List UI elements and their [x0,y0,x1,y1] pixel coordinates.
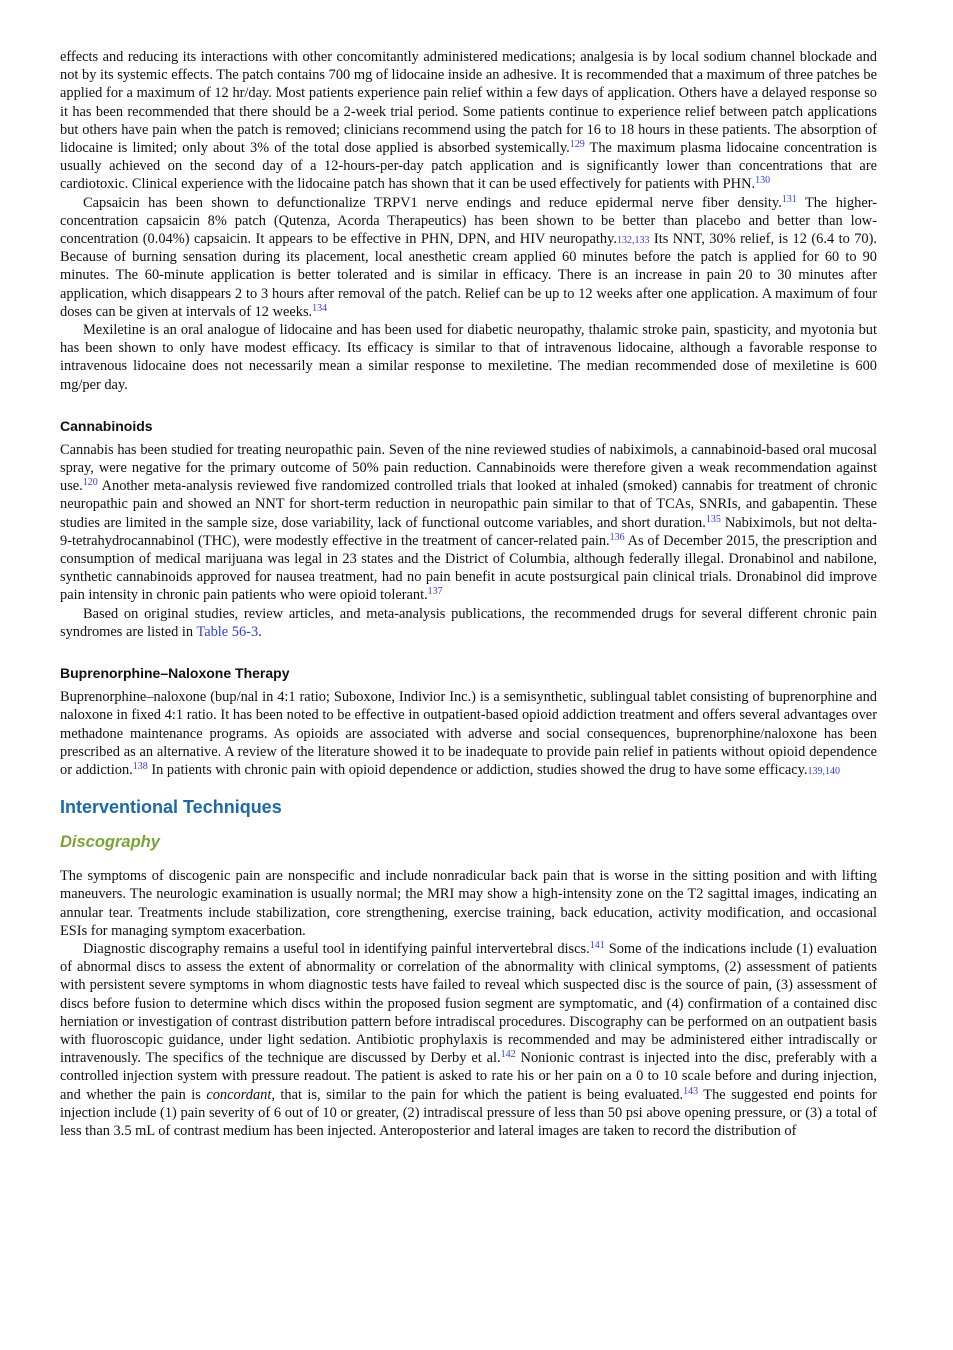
body-text: Capsaicin has been shown to defunctionalize TRPV1 nerve endings and reduce epidermal nerve fiber density. [83,194,782,211]
body-text: Another meta-analysis reviewed five randomized controlled trials that looked at inhaled (smoked) cannabis for treatment of chronic neuropathic pain and showed an NNT for short-term reduction in neuropathic pain similar to that of TCAs, SNRIs, and gabapentin. These studies are limited in the sample size, dose variability, lack of functional outcome variables, and short duration. [60,478,877,531]
body-text: Its NNT, 30% relief, is 12 (6.4 to 70). Because of burning sensation during its placement, local anesthetic cream applied 60 minutes before the patch is applied for 60 to 90 minutes. The 60-minute application is better tolerated and is similar in efficacy. There is an increase in pain 20 to 30 minutes after application, which disappears 2 to 3 hours after removal of the patch. Relief can be up to 12 weeks after one application. A maximum of four doses can be given at intervals of 12 weeks. [60,231,877,320]
body-text: Some of the indications include (1) evaluation of abnormal discs to assess the extent of abnormality or correlation of the abnormality with clinical symptoms, (2) assessment of patients with persistent severe symptoms in whom diagnostic tests have failed to reveal which suspected disc is the source of pain, (3) assessment of discs before fusion to determine which discs within the proposed fusion segment are symptomatic, and (4) confirmation of a contained disc herniation or investigation of contrast distribution pattern before intradiscal procedures. Discography can be performed on an outpatient basis with fluoroscopic guidance, under light sedation. Antibiotic prophylaxis is recommended and may be administered either intradiscally or intravenously. The specifics of the technique are discussed by Derby et al. [60,940,877,1067]
citation-ref[interactable]: 132,133 [616,235,650,247]
table-reference-paragraph [60,605,877,641]
body-text: Buprenorphine–naloxone (bup/nal in 4:1 ratio; Suboxone, Indivior Inc.) is a semisynthetic, sublingual tablet consisting of buprenorphine and naloxone in fixed 4:1 ratio. It has been noted to be effective in outpatient-based opioid addiction treatment and offers several advantages over methadone maintenance programs. As opioids are associated with adverse and social consequences, buprenorphine/naloxone has been prescribed as an alternative. A review of the literature showed it to be inadequate to provide pain relief in patients without opioid dependence or addiction. [60,689,877,778]
body-text: Nonionic contrast is injected into the disc, preferably with a controlled injection system with pressure readout. The patient is asked to rate his or her pain on a 0 to 10 scale before and during injection, and whether the pain is [60,1050,877,1103]
citation-ref[interactable]: 131 [781,193,797,205]
body-text: Diagnostic discography remains a useful tool in identifying painful intervertebral discs. [83,940,590,957]
buprenorphine-paragraph [60,688,877,779]
capsaicin-paragraph [60,194,877,321]
body-text: The higher-concentration capsaicin 8% patch (Qutenza, Acorda Therapeutics) has been shown to be better than placebo and better than low-concentration (0.04%) capsaicin. It appears to be effective in PHN, DPN, and HIV neuropathy. [60,194,878,248]
body-text: The maximum plasma lidocaine concentration is usually achieved on the second day of a 12-hours-per-day patch application and is significantly lower than concentrations that are cardiotoxic. Clinical experience with the lidocaine patch has shown that it can be used effectively for patients with PHN. [60,140,877,193]
citation-ref[interactable]: 129 [569,139,585,151]
citation-ref[interactable]: 141 [589,939,605,951]
citation-ref[interactable]: 137 [427,586,443,598]
citation-ref[interactable]: 134 [312,302,328,314]
discography-heading: Discography [60,833,160,852]
citation-ref[interactable]: 142 [500,1049,516,1061]
body-text: Cannabis has been studied for treating neuropathic pain. Seven of the nine reviewed studies of nabiximols, a cannabinoid-based oral mucosal spray, were negative for the primary outcome of 50% pain reduction. Cannabinoids were therefore given a weak recommendation against use. [60,441,877,495]
table-link[interactable]: Table 56-3 [196,623,259,640]
discography-paragraph-2 [60,940,877,1140]
buprenorphine-heading: Buprenorphine–Naloxone Therapy [60,665,290,682]
citation-ref[interactable]: 135 [705,513,721,525]
cannabinoids-paragraph [60,441,877,605]
discography-paragraph-1: The symptoms of discogenic pain are nonspecific and include nonradicular back pain that is worse in the sitting position and with lifting maneuvers. The neurologic examination is usually normal; the MRI may show a high-intensity zone on the T2 sagittal images, indicating an annular tear. Treatments include stabilization, core strengthening, exercise training, back education, activity modification, and occasional ESIs for managing symptom exacerbation. [60,868,877,939]
body-text: As of December 2015, the prescription and consumption of medical marijuana was legal in 23 states and the District of Columbia, although federally illegal. Dronabinol and nabilone, synthetic cannabinoids approved for nausea treatment, had no pain benefit in acute postsurgical pain clinical trials. Dronabinol did improve pain intensity in chronic pain patients who were opioid tolerant. [60,532,877,604]
document-page [60,48,877,1140]
mexiletine-paragraph: Mexiletine is an oral analogue of lidocaine and has been used for diabetic neuropathy, thalamic stroke pain, spasticity, and myotonia but has been shown to only have modest efficacy. Its efficacy is similar to that of intravenous lidocaine, although a favorable response to intravenous lidocaine does not necessarily mean a similar response to mexiletine. The median recommended dose of mexiletine is 600 mg/per day. [60,322,877,393]
citation-ref[interactable]: 136 [609,531,625,543]
cannabinoids-heading: Cannabinoids [60,417,153,434]
body-text: effects and reducing its interactions with other concomitantly administered medications; analgesia is by local sodium channel blockade and not by its systemic effects. The patch contains 700 mg of lidocaine inside an adhesive. It is recommended that a maximum of three patches be applied for a maximum of 12 hr/day. Most patients experience pain relief within a few days of application. Others have a delayed response so it has been recommended that there should be a 2-week trial period. Some patients continue to experience relief between patch applications but others have pain when the patch is removed; clinicians recommend using the patch for 16 to 18 hours in these patients. The absorption of lidocaine is limited; only about 3% of the total dose applied is absorbed systemically. [60,49,877,157]
emphasis-text: concordant, [206,1086,275,1103]
body-text: Based on original studies, review articles, and meta-analysis publications, the recommended drugs for several different chronic pain syndromes are listed in [60,605,877,640]
body-text: that is, similar to the pain for which the patient is being evaluated. [274,1086,684,1103]
citation-ref[interactable]: 139,140 [807,765,841,777]
citation-ref[interactable]: 120 [82,477,98,489]
lidocaine-paragraph [60,48,877,194]
body-text: The suggested end points for injection include (1) pain severity of 6 out of 10 or greater, (2) intradiscal pressure of less than 50 psi above opening pressure, or (3) a total of less than 3.5 mL of contrast medium has been injected. Anteroposterior and lateral images are taken to record the distribution of [60,1086,877,1139]
interventional-techniques-heading: Interventional Techniques [60,797,282,818]
body-text: Nabiximols, but not delta-9-tetrahydrocannabinol (THC), were modestly effective in the treatment of cancer-related pain. [60,514,877,549]
citation-ref[interactable]: 130 [755,175,771,187]
citation-ref[interactable]: 143 [683,1085,699,1097]
citation-ref[interactable]: 138 [132,760,148,772]
body-text: In patients with chronic pain with opioid dependence or addiction, studies showed the drug to have some efficacy. [147,761,808,778]
body-text: . [258,623,262,640]
